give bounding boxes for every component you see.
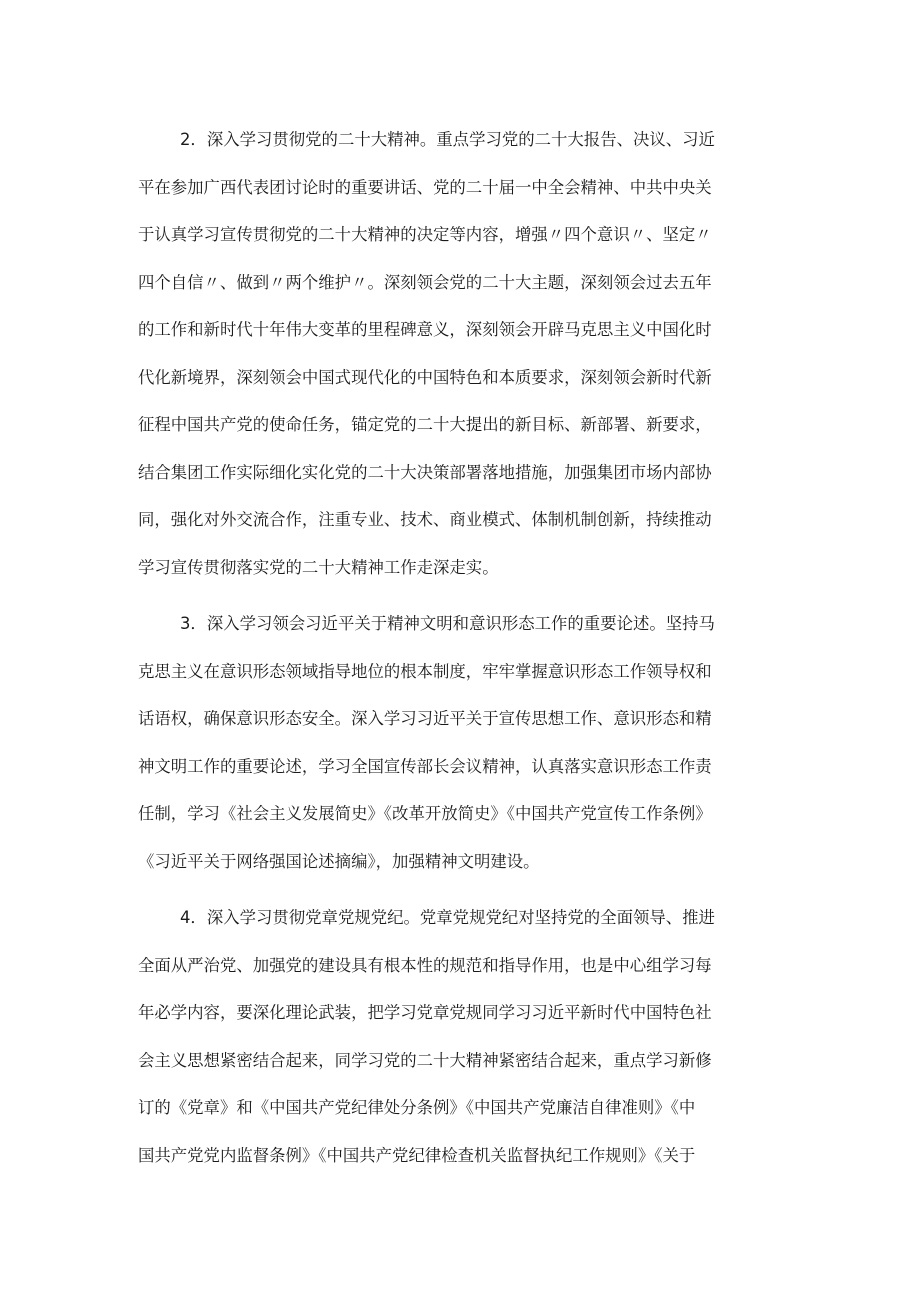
text-line: 征程中国共产党的使命任务，锚定党的二十大提出的新目标、新部署、新要求， <box>138 415 712 434</box>
text-line: 《习近平关于网络强国论述摘编》，加强精神文明建设。 <box>138 851 540 871</box>
text-line: 国共产党党内监督条例》《中国共产党纪律检查机关监督执纪工作规则》《关于 <box>138 1145 696 1165</box>
text-line: 四个自信〃、做到〃两个维护〃。深刻领会党的二十大主题，深刻领会过去五年 <box>138 272 712 292</box>
text-line: 平在参加广西代表团讨论时的重要讲话、党的二十届一中全会精神、中共中央关 <box>138 177 712 197</box>
text-line: 2．深入学习贯彻党的二十大精神。重点学习党的二十大报告、决议、习近 <box>180 130 715 149</box>
paragraph-item-2 <box>138 116 800 591</box>
text-line: 话语权，确保意识形态安全。深入学习习近平关于宣传思想工作、意识形态和精 <box>138 709 712 728</box>
text-line: 的工作和新时代十年伟大变革的里程碑意义，深刻领会开辟马克思主义中国化时 <box>138 320 712 339</box>
text-line: 订的《党章》和《中国共产党纪律处分条例》《中国共产党廉洁自律准则》《中 <box>138 1098 696 1117</box>
text-line: 克思主义在意识形态领域指导地位的根本制度，牢牢掌握意识形态工作领导权和 <box>138 661 712 681</box>
document-body <box>138 116 800 1188</box>
text-line: 3．深入学习领会习近平关于精神文明和意识形态工作的重要论述。坚持马 <box>180 614 715 633</box>
text-line: 同，强化对外交流合作，注重专业、技术、商业模式、体制机制创新，持续推动 <box>138 510 712 529</box>
text-line: 会主义思想紧密结合起来，同学习党的二十大精神紧密结合起来，重点学习新修 <box>138 1050 712 1070</box>
text-line: 任制，学习《社会主义发展简史》《改革开放简史》《中国共产党宣传工作条例》 <box>138 804 712 823</box>
text-line: 神文明工作的重要论述，学习全国宣传部长会议精神，认真落实意识形态工作责 <box>138 756 712 776</box>
text-line: 年必学内容，要深化理论武装，把学习党章党规同学习习近平新时代中国特色社 <box>138 1003 712 1022</box>
text-line: 全面从严治党、加强党的建设具有根本性的规范和指导作用，也是中心组学习每 <box>138 955 712 975</box>
text-line: 学习宣传贯彻落实党的二十大精神工作走深走实。 <box>138 557 499 577</box>
text-line: 代化新境界，深刻领会中国式现代化的中国特色和本质要求，深刻领会新时代新 <box>138 367 712 387</box>
paragraph-item-4 <box>138 894 800 1179</box>
paragraph-item-3 <box>138 600 800 885</box>
text-line: 结合集团工作实际细化实化党的二十大决策部署落地措施，加强集团市场内部协 <box>138 462 712 482</box>
text-line: 4．深入学习贯彻党章党规党纪。党章党规党纪对坚持党的全面领导、推进 <box>180 908 715 927</box>
text-line: 于认真学习宣传贯彻党的二十大精神的决定等内容，增强〃四个意识〃、坚定〃 <box>138 225 712 244</box>
